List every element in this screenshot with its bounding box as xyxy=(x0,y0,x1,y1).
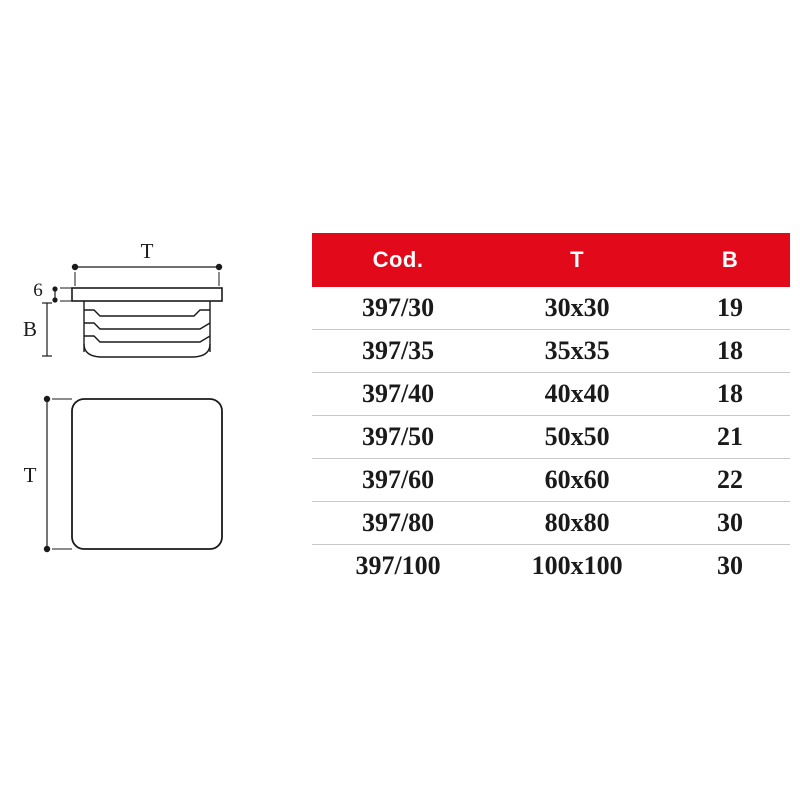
dimension-t-side xyxy=(24,396,72,552)
header-b: B xyxy=(670,233,790,287)
cell-cod: 397/100 xyxy=(355,551,441,580)
table-row xyxy=(312,459,790,502)
cell-t: 80x80 xyxy=(484,502,670,545)
label-t-top: T xyxy=(140,239,154,263)
table-header-row xyxy=(312,233,790,287)
cell-t: 50x50 xyxy=(484,416,670,459)
plug-flange xyxy=(72,288,222,301)
header-t: T xyxy=(484,233,670,287)
label-b: B xyxy=(22,317,38,341)
cell-t: 30x30 xyxy=(484,287,670,330)
table-row xyxy=(312,545,790,588)
cell-b: 22 xyxy=(670,459,790,502)
cell-b: 21 xyxy=(670,416,790,459)
table-row xyxy=(312,416,790,459)
label-t-side: T xyxy=(23,463,37,487)
cell-b: 18 xyxy=(670,330,790,373)
cell-b: 18 xyxy=(670,373,790,416)
header-cod: Cod. xyxy=(312,233,484,287)
cell-cod: 397/35 xyxy=(312,330,484,373)
specification-table xyxy=(312,233,790,587)
label-6: 6 xyxy=(33,280,43,301)
table-row xyxy=(312,330,790,373)
cell-b: 30 xyxy=(670,502,790,545)
cell-t: 35x35 xyxy=(484,330,670,373)
cell-t: 100x100 xyxy=(531,551,623,580)
dimension-6 xyxy=(33,280,72,303)
table-row xyxy=(312,373,790,416)
cell-b: 30 xyxy=(717,551,744,580)
cell-cod: 397/80 xyxy=(312,502,484,545)
cell-cod: 397/40 xyxy=(312,373,484,416)
plug-top-view xyxy=(72,399,222,549)
cell-cod: 397/50 xyxy=(312,416,484,459)
cell-t: 40x40 xyxy=(484,373,670,416)
cell-t: 60x60 xyxy=(484,459,670,502)
dimension-t-top xyxy=(72,239,222,286)
plug-body-section xyxy=(84,301,210,357)
cell-cod: 397/30 xyxy=(312,287,484,330)
technical-drawing xyxy=(0,0,300,800)
dimension-b xyxy=(23,303,52,356)
cell-b: 19 xyxy=(670,287,790,330)
table-row xyxy=(312,502,790,545)
table-row xyxy=(312,287,790,330)
cell-cod: 397/60 xyxy=(312,459,484,502)
